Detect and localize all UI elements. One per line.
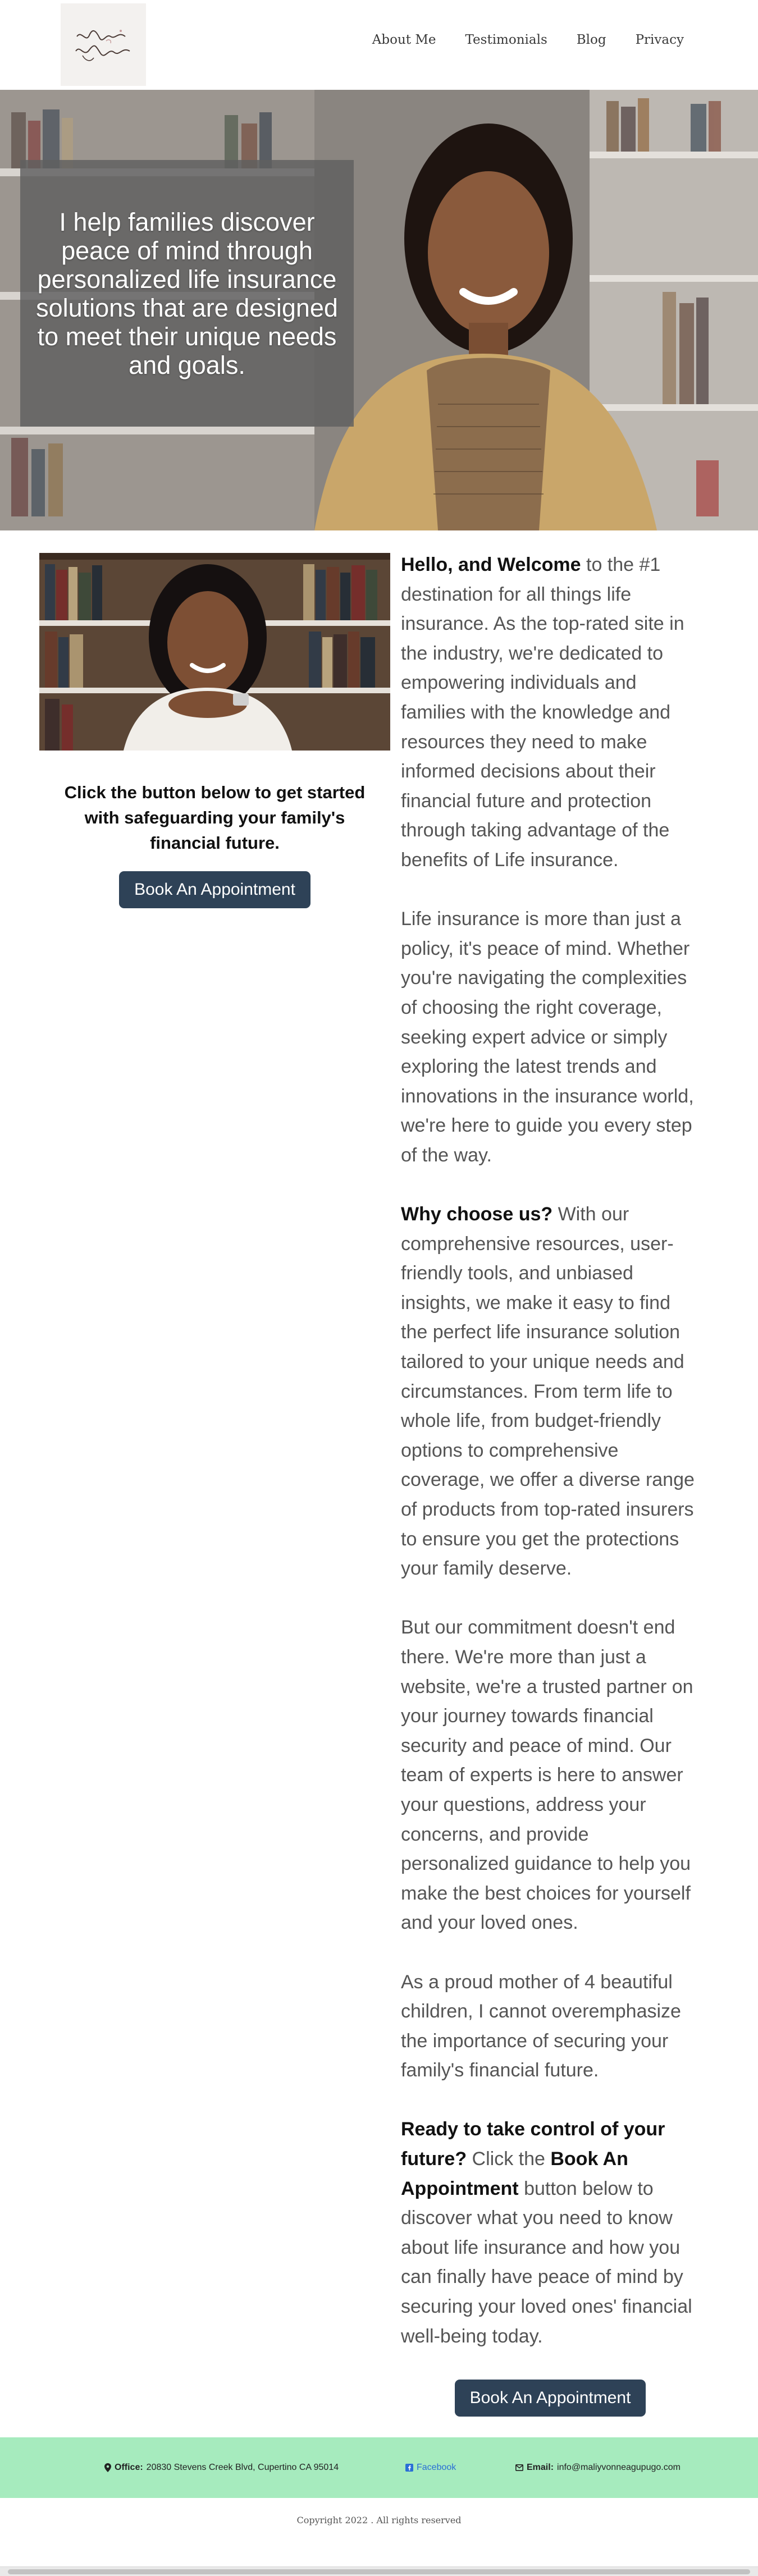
intro-content xyxy=(401,550,700,2417)
main-nav xyxy=(372,33,684,47)
ready-paragraph xyxy=(401,2115,700,2351)
hero-headline: I help families discover peace of mind through personalized life insurance solutions that are designed to meet their unique needs and goals. xyxy=(36,207,338,379)
footer-facebook[interactable] xyxy=(405,2463,456,2473)
site-header xyxy=(0,0,758,90)
office-label: Office: xyxy=(115,2463,143,2472)
nav-testimonials[interactable]: Testimonials xyxy=(465,33,547,47)
scrollbar-thumb[interactable] xyxy=(8,2569,750,2574)
horizontal-scrollbar[interactable] xyxy=(0,2566,758,2576)
ready-text-a: Click the xyxy=(467,2148,551,2170)
portrait-image xyxy=(39,553,390,751)
welcome-text: to the #1 destination for all things life insurance. As the top-rated site in the industry, we're dedicated to empowering individuals and families with the knowledge and resources they need to make informed decisions about their financial future and protection through taking advantage of the benefits of Life insurance. xyxy=(401,554,684,871)
book-appointment-button-left[interactable]: Book An Appointment xyxy=(119,871,310,908)
copyright-text: Copyright 2022 . All rights reserved xyxy=(296,2515,462,2525)
mother-paragraph: As a proud mother of 4 beautiful children, I cannot overemphasize the importance of securing your family's financial future. xyxy=(401,1971,681,2081)
peace-of-mind-paragraph: Life insurance is more than just a policy, it's peace of mind. Whether you're navigating the complexities of choosing the right coverage, seeking expert advice or simply exploring the latest trends and innovations in the insurance world, we're here to guide you every step of the way. xyxy=(401,908,694,1166)
why-choose-us-paragraph xyxy=(401,1200,700,1584)
office-address: 20830 Stevens Creek Blvd, Cupertino CA 95014 xyxy=(146,2463,339,2472)
signature-logo-graphic xyxy=(67,14,140,76)
ready-text-b: button below to discover what you need to know about life insurance and how you can finally have peace of mind by securing your loved ones' financial well-being today. xyxy=(401,2177,692,2347)
footer-email xyxy=(515,2463,681,2473)
left-column xyxy=(39,553,390,908)
footer-office xyxy=(104,2463,339,2473)
ready-heading: Ready to take control of your future? xyxy=(401,2119,665,2170)
ready-button-mention: Book An Appointment xyxy=(401,2148,628,2199)
envelope-icon xyxy=(515,2464,523,2471)
nav-blog[interactable]: Blog xyxy=(576,33,606,47)
get-started-text: Click the button below to get started with safeguarding your family's financial future. xyxy=(64,783,366,853)
nav-privacy[interactable]: Privacy xyxy=(635,33,684,47)
welcome-heading: Hello, and Welcome xyxy=(401,554,581,575)
site-logo[interactable] xyxy=(61,3,146,86)
commitment-paragraph: But our commitment doesn't end there. We're more than just a website, we're a trusted partner on your journey towards financial security and peace of mind. Our team of experts is here to answer your questions, address your concerns, and provide personalized guidance to help you make the best choices for yourself and your loved ones. xyxy=(401,1617,693,1934)
hero-text-box xyxy=(20,160,354,427)
book-appointment-button-right[interactable]: Book An Appointment xyxy=(455,2380,646,2417)
facebook-icon xyxy=(405,2464,413,2472)
portrait-photo xyxy=(39,553,390,751)
why-choose-us-heading: Why choose us? xyxy=(401,1204,553,1225)
hero-section xyxy=(0,90,758,530)
nav-about-me[interactable]: About Me xyxy=(372,33,436,47)
why-choose-us-text: With our comprehensive resources, user-friendly tools, and unbiased insights, we make it easy to find the perfect life insurance solution tailored to your unique needs and circumstances. From term life to whole life, from budget-friendly options to comprehensive coverage, we offer a diverse range of products from top-rated insurers to ensure you get the protections your family deserve. xyxy=(401,1204,695,1580)
email-address[interactable]: info@maliyvonneagupugo.com xyxy=(557,2463,681,2472)
footer-contact-bar xyxy=(0,2437,758,2498)
facebook-link[interactable]: Facebook xyxy=(417,2463,456,2472)
map-pin-icon xyxy=(104,2463,111,2472)
email-label: Email: xyxy=(527,2463,554,2472)
welcome-paragraph xyxy=(401,550,700,875)
